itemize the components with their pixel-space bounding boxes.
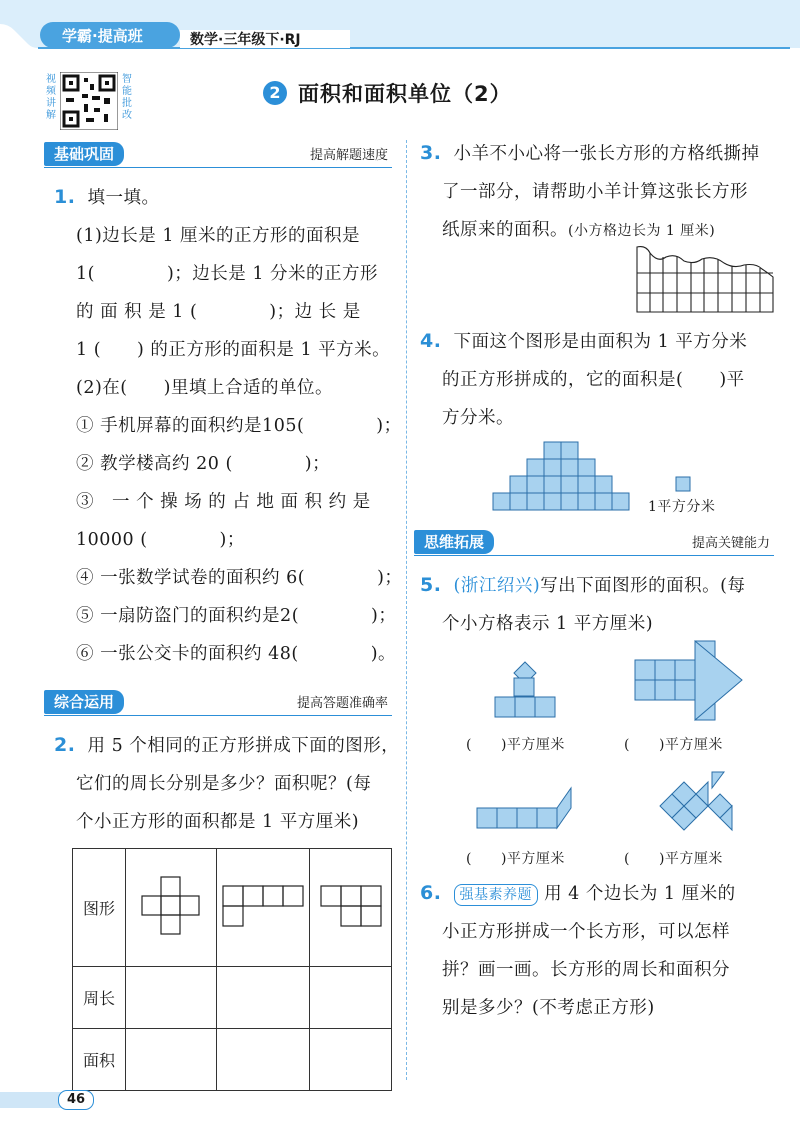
q4 bbox=[420, 322, 747, 437]
lesson-number: 2 bbox=[269, 83, 281, 102]
torn-grid-figure bbox=[636, 243, 774, 313]
q5-figure-c bbox=[476, 786, 572, 832]
unit-square-icon bbox=[675, 476, 691, 492]
q1-line: 的 面 积 是 1 ( )；边 长 是 bbox=[76, 302, 361, 322]
q3-line: 纸原来的面积。 bbox=[442, 220, 568, 240]
section-basic bbox=[44, 142, 392, 168]
q4-line: 的正方形拼成的，它的面积是( )平 bbox=[442, 370, 745, 390]
q1-line: 1( )；边长是 1 分米的正方形 bbox=[76, 264, 379, 284]
section-extend bbox=[414, 530, 774, 556]
staircase-figure bbox=[492, 438, 632, 512]
q3-note: (小方格边长为 1 厘米) bbox=[568, 223, 716, 239]
q2-answer-cell[interactable] bbox=[126, 967, 217, 1029]
q6-tag: 强基素养题 bbox=[454, 884, 539, 906]
q6 bbox=[420, 874, 736, 1027]
q5-line: 写出下面图形的面积。(每 bbox=[540, 576, 746, 596]
page-title: 面积和面积单位（2） bbox=[298, 82, 512, 106]
q2-line: 它们的周长分别是多少？面积呢？(每 bbox=[76, 774, 372, 794]
q2 bbox=[54, 726, 399, 841]
section-apply bbox=[44, 690, 392, 716]
brand-label: 学霸·提高班 bbox=[62, 27, 143, 45]
column-divider bbox=[406, 140, 407, 1080]
q6-line: 拼？画一画。长方形的周长和面积分 bbox=[442, 960, 730, 980]
q1-line: 10000 ( )； bbox=[76, 530, 245, 550]
q1-line: ⑥ 一张公交卡的面积约 48( )。 bbox=[76, 644, 397, 664]
q6-line: 用 4 个边长为 1 厘米的 bbox=[544, 884, 736, 904]
q5-line: 个小方格表示 1 平方厘米) bbox=[442, 614, 654, 634]
q2-line: 用 5 个相同的正方形拼成下面的图形， bbox=[87, 736, 400, 756]
q2-table bbox=[72, 848, 392, 1091]
section-basic-subtitle: 提高解题速度 bbox=[309, 148, 388, 163]
q6-number: 6. bbox=[420, 882, 442, 904]
q5-answer[interactable]: ( )平方厘米 bbox=[466, 851, 565, 867]
l-shape bbox=[222, 885, 304, 927]
qr-code-icon[interactable] bbox=[60, 72, 118, 130]
q1-line: (2)在( )里填上合适的单位。 bbox=[76, 378, 333, 398]
q5 bbox=[420, 566, 746, 643]
q4-line: 下面这个图形是由面积为 1 平方分米 bbox=[453, 332, 748, 352]
qr-left-label: 视频讲解 bbox=[46, 74, 56, 121]
q2-answer-cell[interactable] bbox=[217, 967, 310, 1029]
subject-label: 数学·三年级下·RJ bbox=[190, 32, 301, 48]
qr-right-label: 智能批改 bbox=[122, 74, 132, 121]
q2-line: 个小正方形的面积都是 1 平方厘米) bbox=[76, 812, 360, 832]
q3-line: 了一部分，请帮助小羊计算这张长方形 bbox=[442, 182, 748, 202]
q1-number: 1. bbox=[54, 186, 76, 208]
q5-figure-b bbox=[634, 640, 744, 722]
q1-line: ③ 一 个 操 场 的 占 地 面 积 约 是 bbox=[76, 492, 371, 512]
q2-figure-cell bbox=[310, 849, 392, 967]
q1-title: 填一填。 bbox=[87, 188, 160, 208]
q2-figure-cell bbox=[217, 849, 310, 967]
q5-answer[interactable]: ( )平方厘米 bbox=[624, 851, 723, 867]
q4-line: 方分米。 bbox=[442, 408, 514, 428]
q1-line: ② 教学楼高约 20 ( )； bbox=[76, 454, 331, 474]
page-number: 46 bbox=[58, 1090, 94, 1110]
q5-figure-d bbox=[646, 770, 744, 840]
q2-answer-cell[interactable] bbox=[310, 1029, 392, 1091]
q2-row-label: 图形 bbox=[73, 849, 126, 967]
q5-answer[interactable]: ( )平方厘米 bbox=[624, 737, 723, 753]
q3 bbox=[420, 134, 760, 250]
footer-bar bbox=[0, 1092, 62, 1108]
q5-answer[interactable]: ( )平方厘米 bbox=[466, 737, 565, 753]
section-apply-title: 综合运用 bbox=[44, 690, 124, 714]
q3-number: 3. bbox=[420, 142, 442, 164]
q1 bbox=[54, 178, 402, 673]
q2-number: 2. bbox=[54, 734, 76, 756]
q1-line: ④ 一张数学试卷的面积约 6( )； bbox=[76, 568, 403, 588]
section-apply-subtitle: 提高答题准确率 bbox=[296, 696, 388, 711]
q2-answer-cell[interactable] bbox=[310, 967, 392, 1029]
q1-line: (1)边长是 1 厘米的正方形的面积是 bbox=[76, 226, 361, 246]
cross-shape bbox=[141, 876, 201, 936]
q2-answer-cell[interactable] bbox=[126, 1029, 217, 1091]
q2-answer-cell[interactable] bbox=[217, 1029, 310, 1091]
section-extend-subtitle: 提高关键能力 bbox=[691, 536, 770, 551]
section-extend-title: 思维拓展 bbox=[414, 530, 494, 554]
q4-number: 4. bbox=[420, 330, 442, 352]
q3-line: 小羊不小心将一张长方形的方格纸撕掉 bbox=[453, 144, 760, 164]
q5-number: 5. bbox=[420, 574, 442, 596]
q6-line: 别是多少？(不考虑正方形) bbox=[442, 998, 655, 1018]
q5-source: (浙江绍兴) bbox=[453, 576, 541, 596]
q2-figure-cell bbox=[126, 849, 217, 967]
p-shape bbox=[320, 885, 382, 927]
q6-line: 小正方形拼成一个长方形，可以怎样 bbox=[442, 922, 730, 942]
q1-line: ① 手机屏幕的面积约是105( )； bbox=[76, 416, 402, 436]
section-basic-title: 基础巩固 bbox=[44, 142, 124, 166]
q1-line: ⑤ 一扇防盗门的面积约是2( )； bbox=[76, 606, 397, 626]
q2-row-label: 面积 bbox=[73, 1029, 126, 1091]
q5-figure-a bbox=[494, 660, 556, 718]
q4-legend: 1平方分米 bbox=[648, 499, 716, 515]
q1-line: 1 ( ) 的正方形的面积是 1 平方米。 bbox=[76, 340, 391, 360]
q2-row-label: 周长 bbox=[73, 967, 126, 1029]
